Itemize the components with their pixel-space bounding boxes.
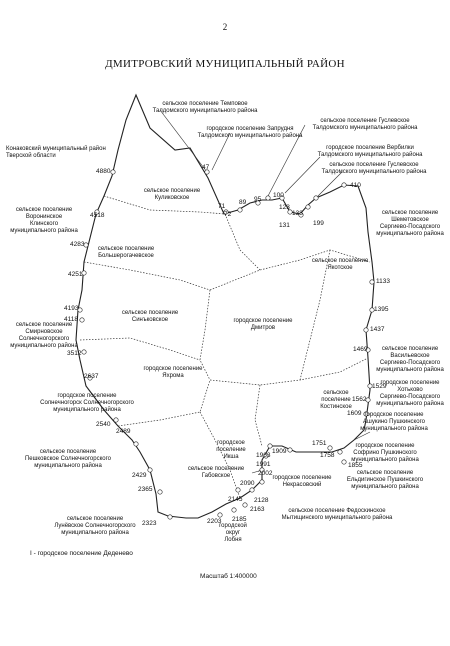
point-number: 1395: [374, 306, 389, 313]
label-guslevskoe: сельское поселение Гуслевское Талдомского муниципального района: [312, 118, 418, 131]
point-number: 1529: [372, 383, 387, 390]
point-number: 4283: [70, 241, 85, 248]
boundary-sinkov-yakhroma: [80, 338, 200, 360]
point-number: 1562: [352, 396, 367, 403]
point-number: 1855: [348, 462, 363, 469]
point-number: 4193: [64, 305, 79, 312]
label-konakovsky: Конаковский муниципальный район Тверской области: [6, 146, 106, 159]
label-dmitrov: городское поселение Дмитров: [233, 318, 293, 331]
label-sofrino: городское поселение Софрино Пушкинского муниципального района: [351, 443, 419, 463]
point-number: 1963: [256, 452, 271, 459]
boundary-iksha-kostino: [255, 385, 262, 446]
label-peshkovskoe: сельское поселение Пешковское Солнечногорского муниципального района: [24, 449, 112, 469]
point-number: 2637: [84, 373, 99, 380]
label-lobnya: городской округ Лобня: [219, 523, 247, 543]
label-gabovskoe: сельское поселение Габовское: [187, 466, 245, 479]
point-number: 2429: [132, 472, 147, 479]
label-shemetovskoe: сельское поселение Шеметовское Сергиево-Посадского муниципального района: [376, 210, 444, 237]
point-number: 47: [202, 164, 210, 171]
label-kulikovskoe: сельское поселение Куликовское: [143, 188, 201, 201]
point-number: 1437: [370, 326, 385, 333]
point-number: 2185: [232, 516, 247, 523]
label-yakotskoe: сельское поселение Якотское: [311, 258, 369, 271]
label-eldiginskoe: сельское поселение Ельдигинское Пушкинского муниципального района: [346, 470, 424, 490]
label-nekrasovsky: городское поселение Некрасовский: [272, 475, 332, 488]
point-number: 4880: [96, 168, 111, 175]
boundary-bolsh-sinkov: [84, 262, 210, 290]
point-number: 1991: [256, 461, 271, 468]
map-title: ДМИТРОВСКИЙ МУНИЦИПАЛЬНЫЙ РАЙОН: [105, 58, 345, 70]
label-tempovoe: сельское поселение Темповое Талдомского муниципального района: [152, 101, 258, 114]
point-number: 2145: [228, 496, 243, 503]
point-number: 2323: [142, 520, 157, 527]
label-khotkovo: городское поселение Хотьково Сергиево-Посадского муниципального района: [376, 380, 444, 407]
point-number: 71: [218, 203, 226, 210]
label-solnechnogorsk: городское поселение Солнечногорск Солнечногорского муниципального района: [40, 393, 134, 413]
point-number: 2489: [116, 428, 131, 435]
boundary-dmitrov-kostino: [210, 358, 368, 385]
point-number: 4518: [90, 212, 105, 219]
point-number: 100: [273, 192, 284, 199]
point-number: 2540: [96, 421, 111, 428]
label-sinkovskoe: сельское поселение Синъковское: [121, 310, 179, 323]
scale-label: Масштаб 1:400000: [200, 573, 257, 580]
point-number: 1758: [320, 452, 335, 459]
legend-note: I - городское поселение Деденево: [30, 550, 133, 557]
point-number: 1609: [347, 410, 362, 417]
point-number: 410: [350, 182, 361, 189]
label-fedoskinskoe: сельское поселение Федоскинское Мытищинского муниципального района: [281, 508, 393, 521]
point-number: 199: [313, 220, 324, 227]
label-verbilki: городское поселение Вербилки Талдомского муниципального района: [317, 145, 423, 158]
point-number: 95: [254, 196, 262, 203]
point-number: 2002: [258, 470, 273, 477]
point-number: 1751: [312, 440, 327, 447]
point-number: 1909: [272, 448, 287, 455]
point-number: 2128: [254, 497, 269, 504]
boundary-kulik-dmitrov: [225, 214, 260, 270]
label-zaprudnya: городское поселение Запрудня Талдомского муниципального района: [197, 126, 303, 139]
label-yakhroma: городское поселение Яхрома: [143, 366, 203, 379]
page-number: 2: [222, 22, 228, 32]
point-number: 2365: [138, 486, 153, 493]
point-number: 4251: [68, 271, 83, 278]
point-number: 3512: [67, 350, 82, 357]
point-number: 123: [279, 204, 290, 211]
label-bolsherogachevskoe: сельское поселение Большерогачевское: [97, 246, 155, 259]
label-voroninskoe: сельское поселение Воронинское Клинского муниципального района: [10, 207, 78, 234]
point-number: 1133: [376, 278, 390, 285]
point-number: 131: [279, 222, 290, 229]
point-number: 2203: [207, 518, 222, 525]
point-number: 89: [239, 199, 247, 206]
label-kostinskoe: сельское поселение Костинское: [320, 390, 352, 410]
point-number: 72: [224, 211, 232, 218]
label-ashukino: городское поселение Ашукино Пушкинского муниципального района: [360, 412, 428, 432]
label-vasilyevskoe: сельское поселение Васильевское Сергиево-Посадского муниципального района: [376, 346, 444, 373]
label-guslevskoe-2: сельское поселение Гуслевское Талдомского муниципального района: [321, 162, 427, 175]
point-number: 138: [292, 210, 303, 217]
label-lunevskoe: сельское поселение Лунёвское Солнечногорского муниципального района: [54, 516, 136, 536]
point-number: 1469: [353, 346, 368, 353]
point-number: 4118: [64, 316, 78, 323]
point-number: 2090: [240, 480, 255, 487]
label-iksha: городское поселение Икша: [216, 440, 246, 460]
point-number: 2163: [250, 506, 265, 513]
label-smirnovskoe: сельское поселение Смирновское Солнечногорского муниципального района: [10, 322, 78, 349]
